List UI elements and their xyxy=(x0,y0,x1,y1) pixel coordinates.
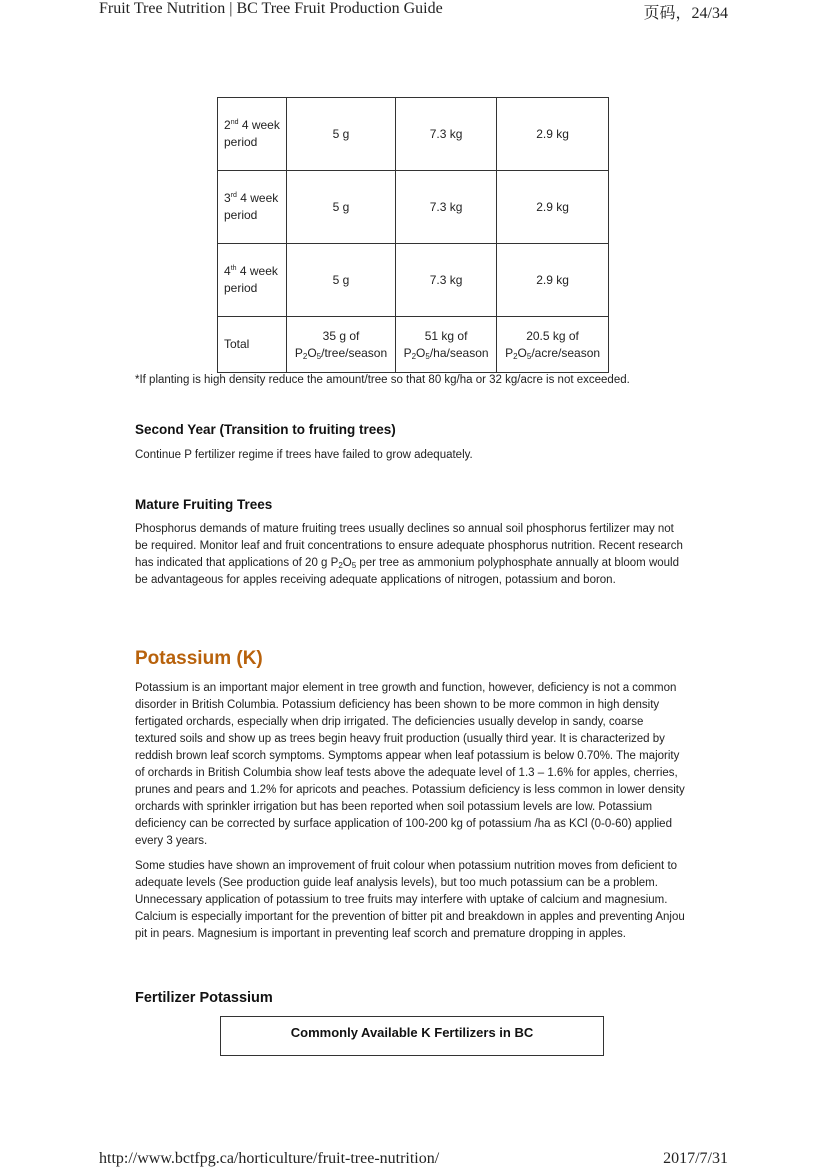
row-label: 2nd 4 week period xyxy=(218,98,287,171)
total-per-acre-cell: 20.5 kg of $P_2O_5/acre$/season xyxy=(497,317,609,373)
source-url: http://www.bctfpg.ca/horticulture/fruit-tree-nutrition/ xyxy=(99,1150,440,1167)
table-row xyxy=(218,98,609,171)
phosphorus-schedule-table xyxy=(217,97,609,373)
table-row xyxy=(218,244,609,317)
second-year-text: Continue P fertilizer regime if trees have failed to grow adequately. xyxy=(135,449,473,461)
fertilizer-potassium-heading: Fertilizer Potassium xyxy=(135,990,273,1006)
total-label: Total xyxy=(218,317,287,373)
potassium-heading: Potassium (K) xyxy=(135,648,263,669)
total-per-tree-cell: 35 g of $P_2O_5/tree$/season xyxy=(287,317,396,373)
per-ha-cell: 7.3 kg xyxy=(396,98,497,171)
per-tree-cell: 5 g xyxy=(287,98,396,171)
per-acre-cell: 2.9 kg xyxy=(497,98,609,171)
page-number: 页码，24/34 xyxy=(643,5,728,22)
table-total-row xyxy=(218,317,609,373)
document-title: Fruit Tree Nutrition | BC Tree Fruit Production Guide xyxy=(99,0,443,17)
mature-trees-text: Phosphorus demands of mature fruiting trees usually declines so annual soil phosphorus fertilizer may not be required. Monitor leaf and fruit concentrations to ensure adequate phosphorus nutrition. Recent research has indicated that applications of 20 g $P_2O_5$ per tree as ammonium polyphosphate annually at bloom would be advantageous for apples receiving adequate applications of nitrogen, potassium and boron. xyxy=(135,523,683,586)
per-ha-cell: 7.3 kg xyxy=(396,244,497,317)
total-per-ha-cell: 51 kg of $P_2O_5/ha$/season xyxy=(396,317,497,373)
per-ha-cell: 7.3 kg xyxy=(396,171,497,244)
table-footnote: *If planting is high density reduce the amount/tree so that 80 kg/ha or 32 kg/acre is not exceeded. xyxy=(135,374,630,386)
potassium-body xyxy=(135,680,685,951)
print-date: 2017/7/31 xyxy=(663,1150,728,1167)
mature-trees-heading: Mature Fruiting Trees xyxy=(135,497,273,512)
per-tree-cell: 5 g xyxy=(287,171,396,244)
row-label: 3rd 4 week period xyxy=(218,171,287,244)
table-row xyxy=(218,171,609,244)
potassium-paragraph-2: Some studies have shown an improvement of fruit colour when potassium nutrition moves from deficient to adequate levels (See production guide leaf analysis levels), but too much potassium can be a problem. Unnecessary application of potassium to tree fruits may interfere with uptake of calcium and magnesium. Calcium is especially important for the prevention of bitter pit and breakdown in apples and preventing Anjou pit in pears. Magnesium is important in preventing leaf scorch and premature dropping in apples. xyxy=(135,860,685,940)
second-year-heading: Second Year (Transition to fruiting trees) xyxy=(135,422,396,437)
per-acre-cell: 2.9 kg xyxy=(497,171,609,244)
k-fertilizers-table-caption: Commonly Available K Fertilizers in BC xyxy=(220,1016,604,1056)
row-label: 4th 4 week period xyxy=(218,244,287,317)
per-tree-cell: 5 g xyxy=(287,244,396,317)
potassium-paragraph-1: Potassium is an important major element in tree growth and function, however, deficiency is not a common disorder in British Columbia. Potassium deficiency has been shown to be more common in high density fertigated orchards, especially when drip irrigated. The deficiencies usually develop in sandy, coarse textured soils and show up as trees begin heavy fruit production (usually third year. It is characterized by reddish brown leaf scorch symptoms. Symptoms appear when leaf potassium is below 0.70%. The majority of orchards in British Columbia show leaf tests above the adequate level of 1.3 – 1.6% for apples, cherries, prunes and pears and 1.2% for apricots and peaches. Potassium deficiency is less common in lower density orchards with sprinkler irrigation but has been reported when soil potassium levels are low. Potassium deficiency can be corrected by surface application of 100-200 kg of potassium /ha as KCl (0-0-60) applied every 3 years. xyxy=(135,682,685,847)
per-acre-cell: 2.9 kg xyxy=(497,244,609,317)
